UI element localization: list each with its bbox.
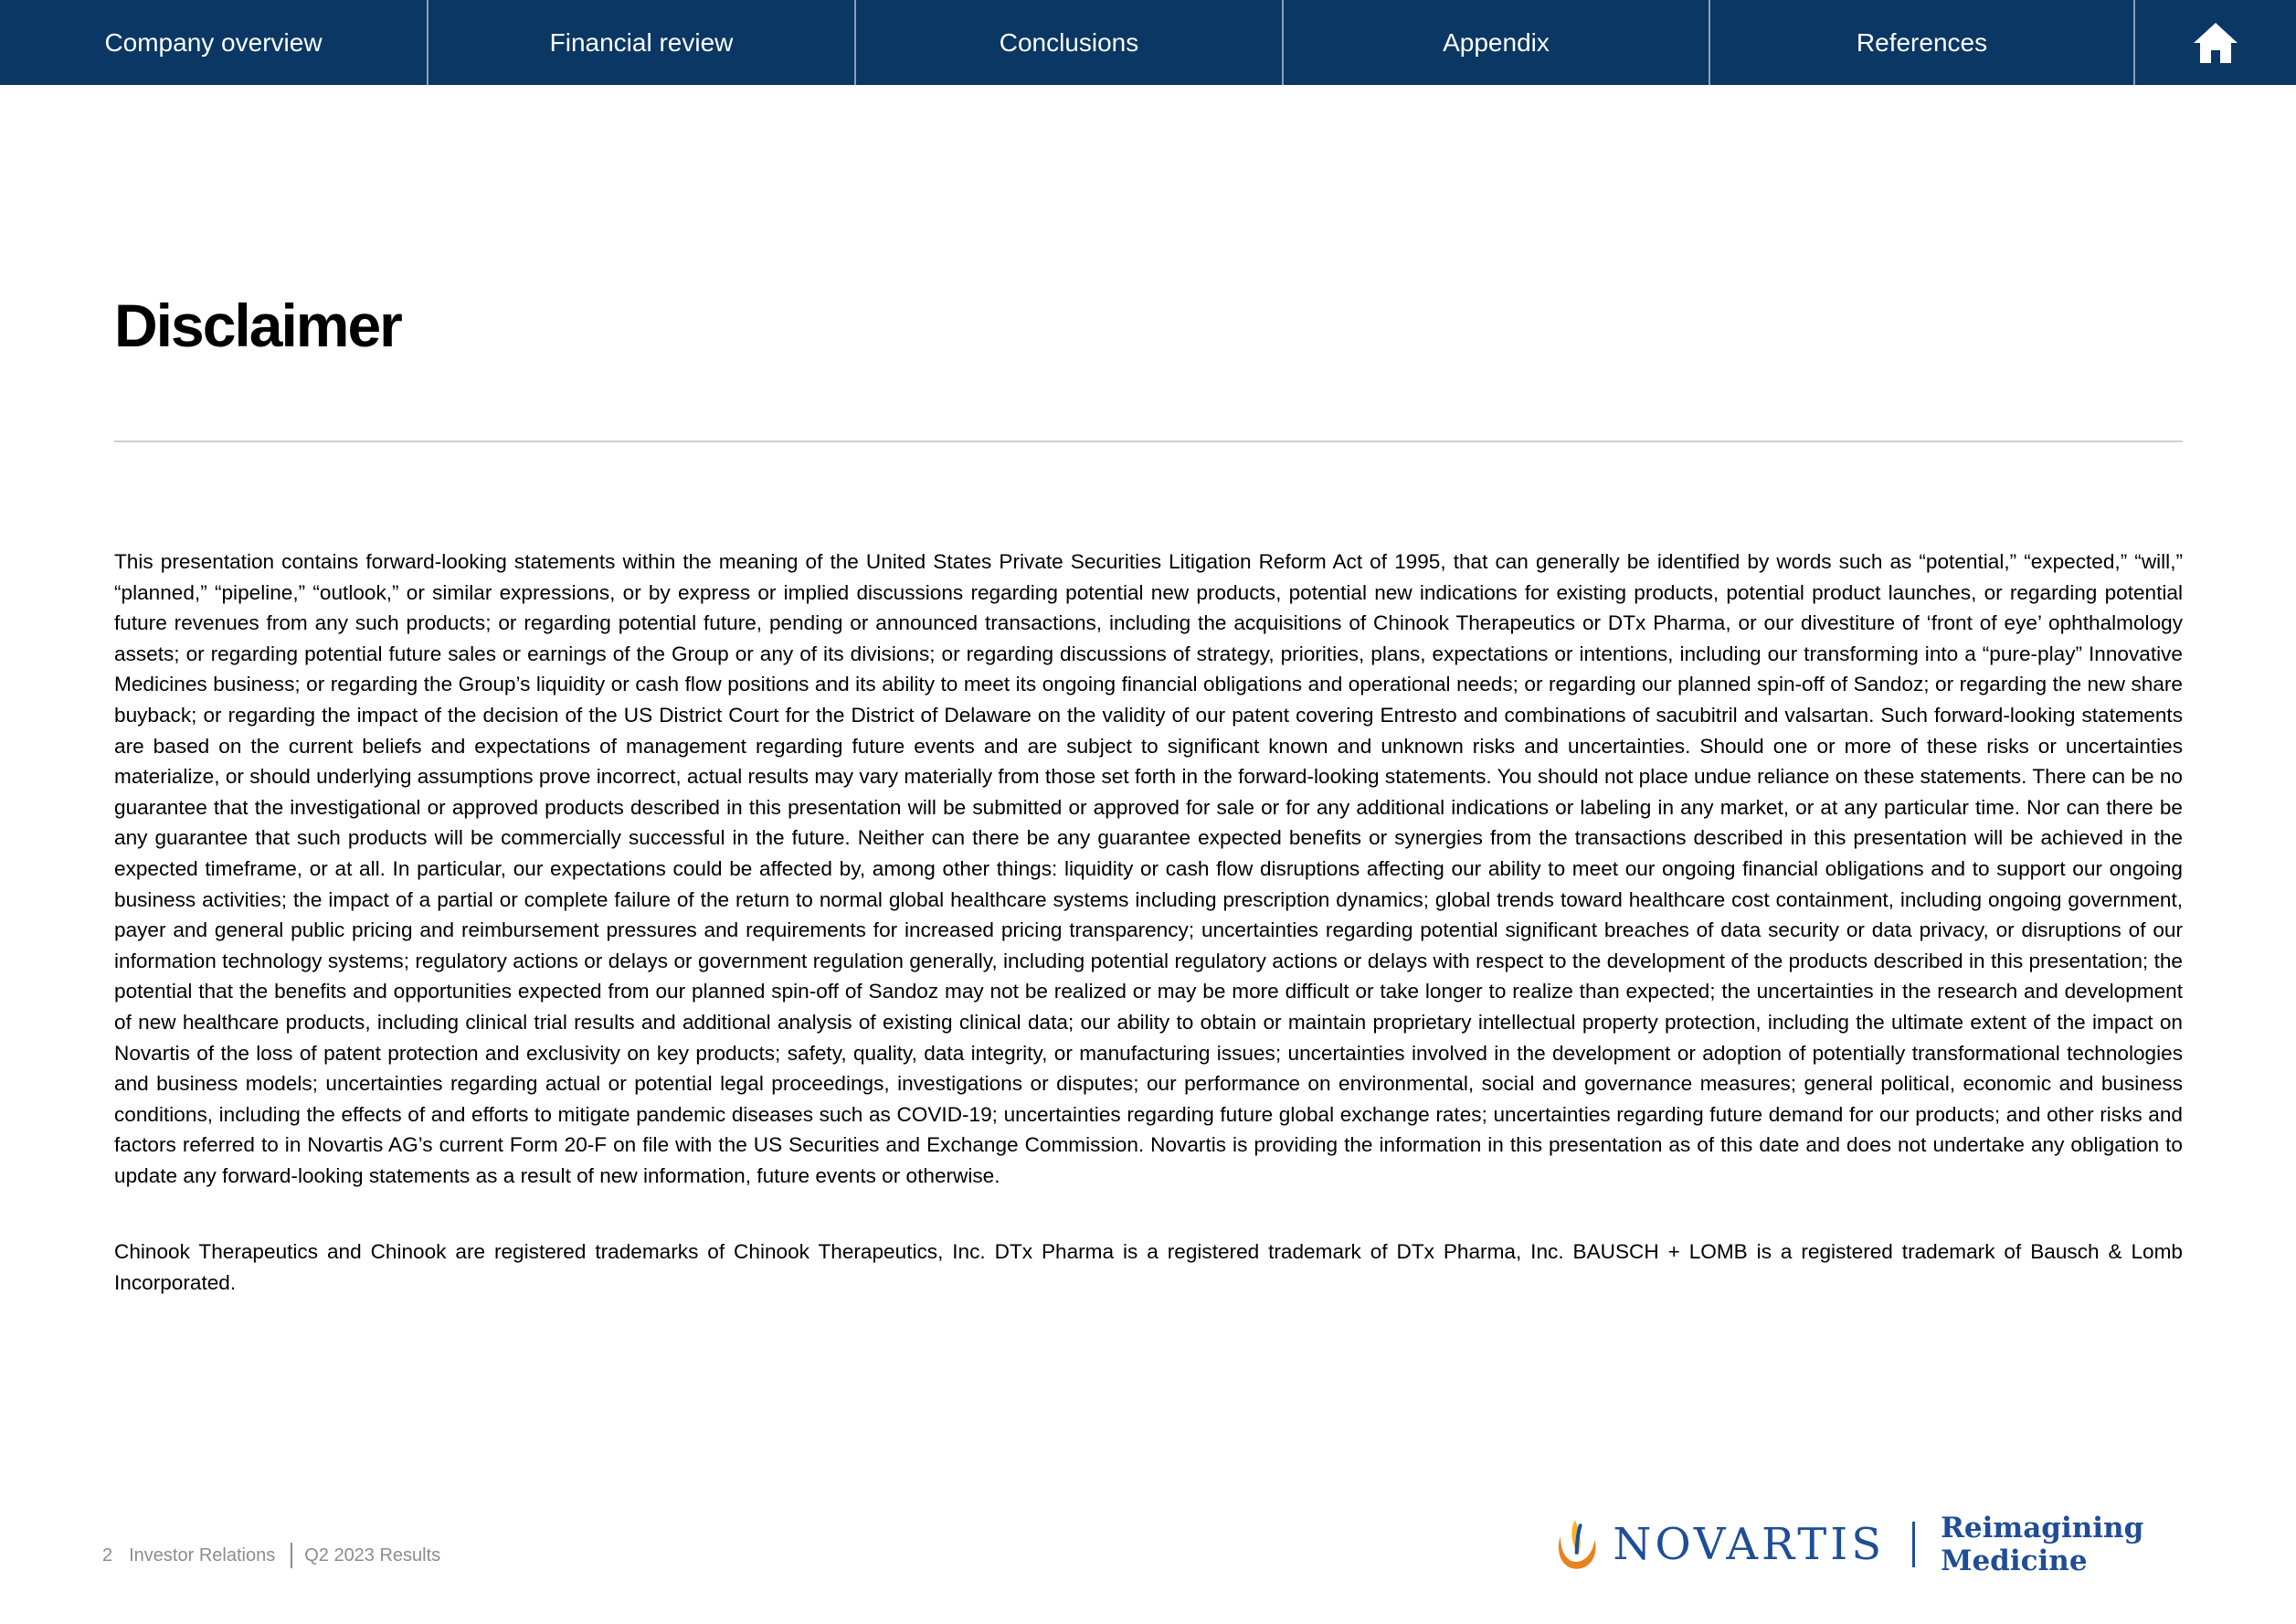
top-navigation bbox=[0, 0, 2296, 85]
brand-logo bbox=[1553, 1513, 2296, 1576]
page-title: Disclaimer bbox=[114, 292, 401, 359]
footer-report: Q2 2023 Results bbox=[304, 1544, 441, 1566]
tab-conclusions[interactable]: Conclusions bbox=[856, 0, 1284, 85]
tab-company-overview[interactable]: Company overview bbox=[0, 0, 429, 85]
page-number: 2 bbox=[102, 1544, 113, 1566]
brand-divider bbox=[1912, 1522, 1915, 1567]
novartis-flame-logo-icon bbox=[1553, 1516, 1600, 1573]
footer-separator bbox=[291, 1543, 292, 1568]
home-button[interactable] bbox=[2135, 0, 2296, 85]
brand-name: NOVARTIS bbox=[1613, 1519, 1886, 1570]
tab-appendix[interactable]: Appendix bbox=[1284, 0, 1710, 85]
title-divider bbox=[114, 440, 2183, 442]
home-icon bbox=[2192, 20, 2239, 66]
tab-references[interactable]: References bbox=[1710, 0, 2135, 85]
footer bbox=[102, 1543, 440, 1568]
disclaimer-paragraph-forward-looking: This presentation contains forward-looking statements within the meaning of the United States Private Securities Litigation Reform Act of 1995, that can generally be identified by words such as “potential,” “expected,” “will,” “planned,” “pipeline,” “outlook,” or similar expressions, or by express or implied discussions regarding potential new products, potential new indications for existing products, potential product launches, or regarding potential future revenues from any such products; or regarding potential future, pending or announced transactions, including the acquisitions of Chinook Therapeutics or DTx Pharma, or our divestiture of ‘front of eye’ ophthalmology assets; or regarding potential future sales or earnings of the Group or any of its divisions; or regarding discussions of strategy, priorities, plans, expectations or intentions, including our transforming into a “pure-play” Innovative Medicines business; or regarding the Group’s liquidity or cash flow positions and its ability to meet its ongoing financial obligations and operational needs; or regarding our planned spin-off of Sandoz; or regarding the new share buyback; or regarding the impact of the decision of the US District Court for the District of Delaware on the validity of our patent covering Entresto and combinations of sacubitril and valsartan. Such forward-looking statements are based on the current beliefs and expectations of management regarding future events and are subject to significant known and unknown risks and uncertainties. Should one or more of these risks or uncertainties materialize, or should underlying assumptions prove incorrect, actual results may vary materially from those set forth in the forward-looking statements. You should not place undue reliance on these statements. There can be no guarantee that the investigational or approved products described in this presentation will be submitted or approved for sale or for any additional indications or labeling in any market, or at any particular time. Nor can there be any guarantee that such products will be commercially successful in the future. Neither can there be any guarantee expected benefits or synergies from the transactions described in this presentation will be achieved in the expected timeframe, or at all. In particular, our expectations could be affected by, among other things: liquidity or cash flow disruptions affecting our ability to meet our ongoing financial obligations and to support our ongoing business activities; the impact of a partial or complete failure of the return to normal global healthcare systems including prescription dynamics; global trends toward healthcare cost containment, including ongoing government, payer and general public pricing and reimbursement pressures and requirements for increased pricing transparency; uncertainties regarding potential significant breaches of data security or data privacy, or disruptions of our information technology systems; regulatory actions or delays or government regulation generally, including potential regulatory actions or delays with respect to the development of the products described in this presentation; the potential that the benefits and opportunities expected from our planned spin-off of Sandoz may not be realized or may be more difficult or take longer to realize than expected; the uncertainties in the research and development of new healthcare products, including clinical trial results and additional analysis of existing clinical data; our ability to obtain or maintain proprietary intellectual property protection, including the ultimate extent of the impact on Novartis of the loss of patent protection and exclusivity on key products; safety, quality, data integrity, or manufacturing issues; uncertainties involved in the development or adoption of potentially transformational technologies and business models; uncertainties regarding actual or potential legal proceedings, investigations or disputes; our performance on environmental, social and governance measures; general political, economic and business conditions, including the effects of and efforts to mitigate pandemic diseases such as COVID-19; uncertainties regarding future global exchange rates; uncertainties regarding future demand for our products; and other risks and factors referred to in Novartis AG’s current Form 20-F on file with the US Securities and Exchange Commission. Novartis is providing the information in this presentation as of this date and does not undertake any obligation to update any forward-looking statements as a result of new information, future events or otherwise. bbox=[114, 550, 2183, 1187]
brand-tagline: Reimagining Medicine bbox=[1941, 1512, 2144, 1577]
disclaimer-body bbox=[114, 547, 2183, 1299]
footer-section: Investor Relations bbox=[129, 1544, 276, 1566]
disclaimer-paragraph-trademarks: Chinook Therapeutics and Chinook are registered trademarks of Chinook Therapeutics, Inc. DTx Pharma is a registered trademark of DTx Pharma, Inc. BAUSCH + LOMB is a registered trademark of Bausch & Lomb Incorporated. bbox=[114, 1240, 2183, 1295]
tab-financial-review[interactable]: Financial review bbox=[429, 0, 856, 85]
